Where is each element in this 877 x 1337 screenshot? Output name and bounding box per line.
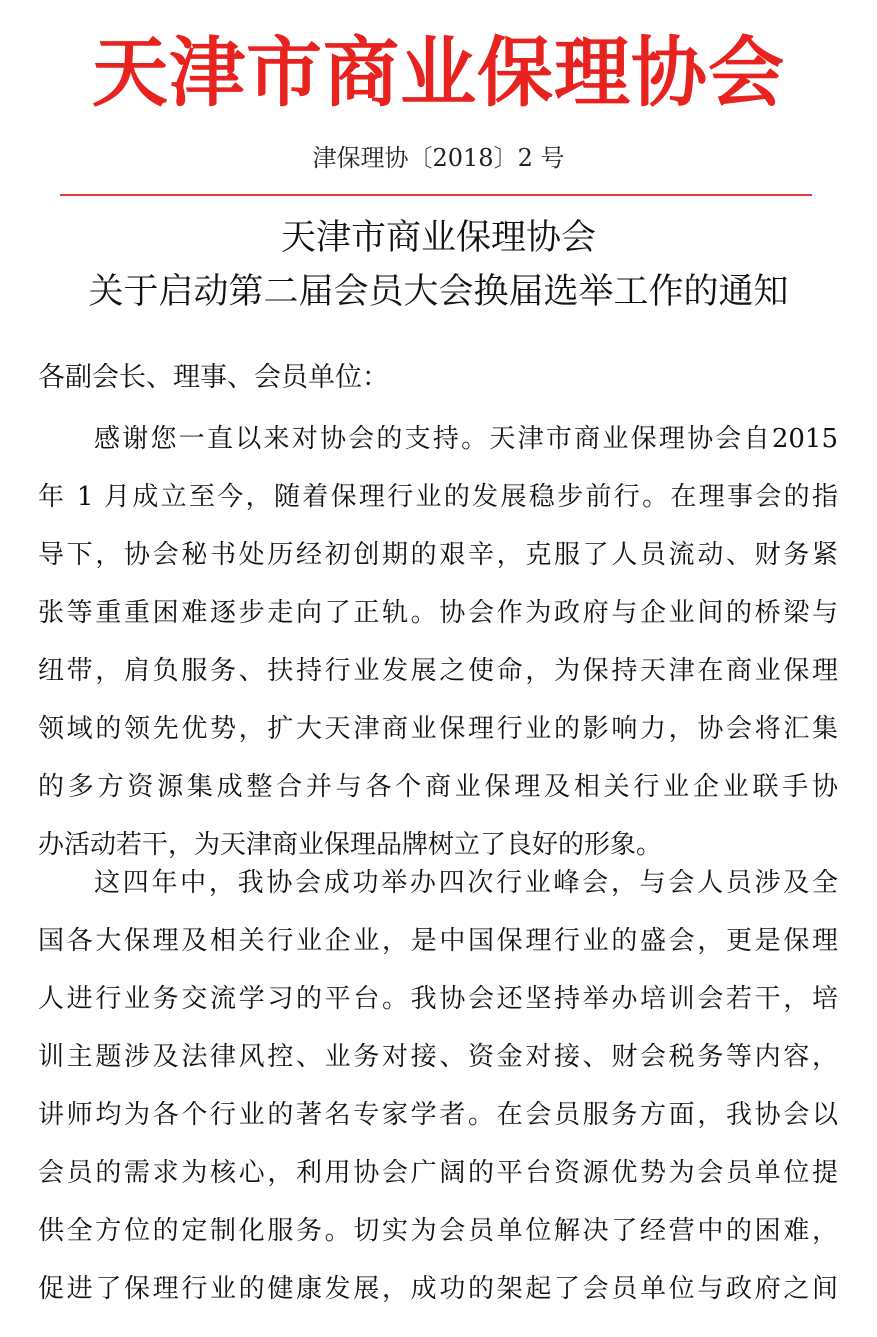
paragraph-line: 讲师均为各个行业的著名专家学者。在会员服务方面，我协会以 <box>38 1100 838 1130</box>
paragraph-line: 国各大保理及相关行业企业，是中国保理行业的盛会，更是保理 <box>38 926 838 956</box>
paragraph-line: 导下，协会秘书处历经初创期的艰辛，克服了人员流动、财务紧 <box>38 540 838 570</box>
paragraph-line: 领域的领先优势，扩大天津商业保理行业的影响力，协会将汇集 <box>38 714 838 744</box>
paragraph-line: 人进行业务交流学习的平台。我协会还坚持举办培训会若干，培 <box>38 984 838 1014</box>
paragraph-line: 这四年中，我协会成功举办四次行业峰会，与会人员涉及全 <box>94 868 838 898</box>
paragraph-line: 纽带，肩负服务、扶持行业发展之使命，为保持天津在商业保理 <box>38 656 838 686</box>
letterhead-divider <box>60 194 812 196</box>
paragraph-line: 训主题涉及法律风控、业务对接、资金对接、财会税务等内容， <box>38 1042 838 1072</box>
salutation: 各副会长、理事、会员单位： <box>38 362 389 393</box>
paragraph-line: 办活动若干，为天津商业保理品牌树立了良好的形象。 <box>38 830 663 860</box>
body-paragraph-2 <box>38 854 838 1318</box>
document-number: 津保理协〔2018〕2 号 <box>312 144 565 172</box>
paragraph-line: 感谢您一直以来对协会的支持。天津市商业保理协会自2015 <box>94 424 838 454</box>
notice-title-line-1: 天津市商业保理协会 <box>280 218 596 258</box>
paragraph-line: 供全方位的定制化服务。切实为会员单位解决了经营中的困难， <box>38 1216 838 1246</box>
body-paragraph-1 <box>38 410 838 874</box>
paragraph-line: 张等重重困难逐步走向了正轨。协会作为政府与企业间的桥梁与 <box>38 598 838 628</box>
paragraph-line: 年 1 月成立至今，随着保理行业的发展稳步前行。在理事会的指 <box>38 482 838 512</box>
paragraph-line: 会员的需求为核心，利用协会广阔的平台资源优势为会员单位提 <box>38 1158 838 1188</box>
paragraph-line: 促进了保理行业的健康发展，成功的架起了会员单位与政府之间 <box>38 1274 838 1304</box>
notice-title-line-2: 关于启动第二届会员大会换届选举工作的通知 <box>88 272 789 312</box>
paragraph-line: 的多方资源集成整合并与各个商业保理及相关行业企业联手协 <box>38 772 838 802</box>
letterhead-org-name: 天津市商业保理协会 <box>92 28 785 117</box>
